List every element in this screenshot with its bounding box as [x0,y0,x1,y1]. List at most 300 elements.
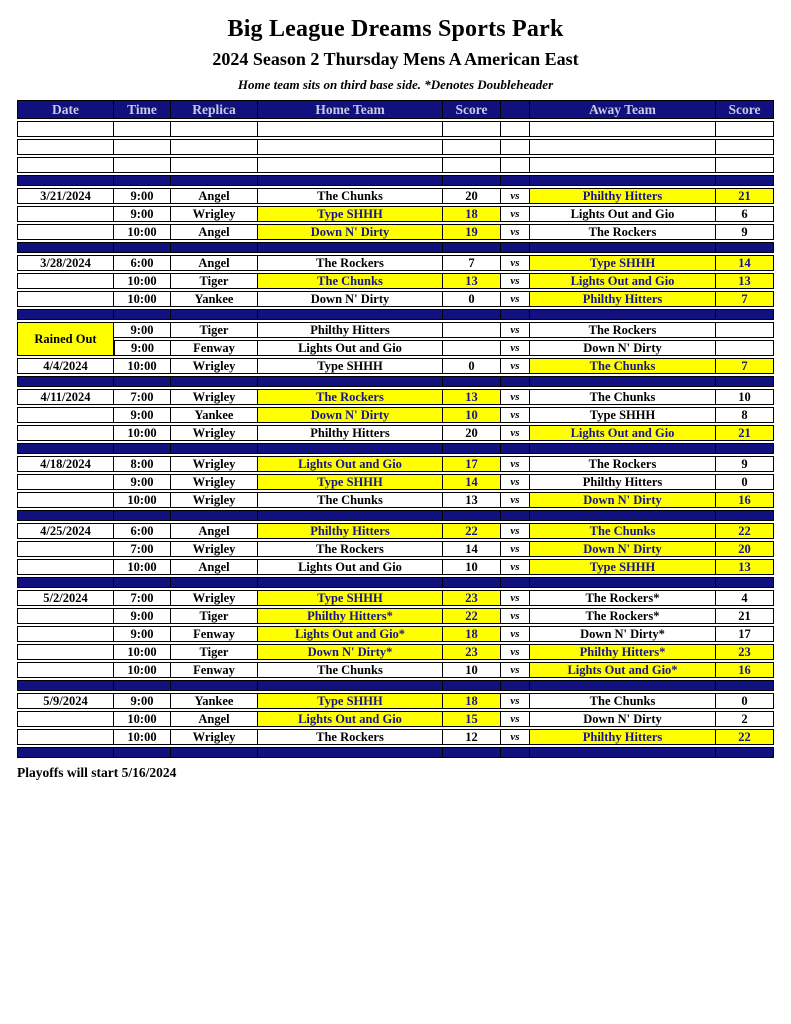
time-cell: 7:00 [114,541,171,557]
away-team-cell: Lights Out and Gio [530,425,716,441]
away-team-cell: Down N' Dirty [530,541,716,557]
away-team-cell: The Rockers* [530,608,716,624]
vs-cell: vs [501,474,530,490]
band-cell [17,376,114,387]
date-cell [17,425,114,441]
home-team-cell: Lights Out and Gio [258,559,443,575]
page-subtitle: 2024 Season 2 Thursday Mens A American East [212,49,579,69]
home-score-cell [443,322,501,338]
col-header-date: Date [17,100,114,119]
date-cell [17,608,114,624]
game-row [17,523,774,539]
col-header-home-team: Home Team [258,100,443,119]
home-score-cell [443,157,501,173]
game-row [17,711,774,727]
separator-band [17,376,774,387]
date-cell: 4/18/2024 [17,456,114,472]
separator-band [17,242,774,253]
time-cell: 9:00 [114,322,171,338]
vs-cell: vs [501,729,530,745]
replica-cell: Wrigley [171,541,258,557]
time-cell: 10:00 [114,729,171,745]
band-cell [114,175,171,186]
band-cell [114,747,171,758]
replica-cell: Wrigley [171,425,258,441]
band-cell [501,510,530,521]
home-score-cell: 0 [443,291,501,307]
time-cell: 10:00 [114,559,171,575]
home-team-cell: The Rockers [258,729,443,745]
vs-cell: vs [501,523,530,539]
header-row [17,100,774,119]
col-header-vs [501,100,530,119]
game-row [17,644,774,660]
away-score-cell: 0 [716,474,774,490]
vs-cell: vs [501,644,530,660]
time-cell: 9:00 [114,340,171,356]
replica-cell: Tiger [171,322,258,338]
home-score-cell: 19 [443,224,501,240]
away-score-cell: 4 [716,590,774,606]
date-cell [17,474,114,490]
away-score-cell [716,322,774,338]
home-team-cell: Down N' Dirty* [258,644,443,660]
playoffs-note: Playoffs will start 5/16/2024 [17,765,177,780]
band-cell [171,376,258,387]
vs-cell: vs [501,711,530,727]
away-score-cell: 6 [716,206,774,222]
game-row [17,322,774,338]
vs-cell: vs [501,273,530,289]
band-cell [501,175,530,186]
band-cell [171,747,258,758]
band-cell [17,747,114,758]
game-row [17,492,774,508]
band-cell [716,747,774,758]
time-cell [114,121,171,137]
col-header-away-team: Away Team [530,100,716,119]
replica-cell: Yankee [171,407,258,423]
time-cell: 10:00 [114,711,171,727]
away-team-cell: Philthy Hitters [530,291,716,307]
away-team-cell [530,121,716,137]
replica-cell: Wrigley [171,474,258,490]
home-team-cell: Down N' Dirty [258,224,443,240]
away-team-cell: Down N' Dirty [530,711,716,727]
band-cell [530,242,716,253]
away-score-cell: 16 [716,662,774,678]
band-cell [443,309,501,320]
time-cell: 10:00 [114,291,171,307]
home-team-cell: Lights Out and Gio [258,711,443,727]
away-score-cell: 21 [716,425,774,441]
col-header-home-score: Score [443,100,501,119]
game-row [17,626,774,642]
home-score-cell: 18 [443,206,501,222]
game-row [17,407,774,423]
away-score-cell [716,157,774,173]
date-cell [17,644,114,660]
away-team-cell: Down N' Dirty* [530,626,716,642]
home-score-cell: 20 [443,425,501,441]
separator-band [17,309,774,320]
band-cell [716,577,774,588]
band-cell [530,680,716,691]
away-team-cell: Type SHHH [530,559,716,575]
away-team-cell: Lights Out and Gio [530,273,716,289]
home-team-cell: Type SHHH [258,474,443,490]
time-cell: 8:00 [114,456,171,472]
page-header [0,0,791,93]
time-cell: 7:00 [114,389,171,405]
band-cell [716,680,774,691]
home-score-cell: 17 [443,456,501,472]
replica-cell: Fenway [171,662,258,678]
away-score-cell: 7 [716,291,774,307]
band-cell [171,242,258,253]
band-cell [258,747,443,758]
vs-cell: vs [501,255,530,271]
date-cell [17,157,114,173]
col-header-replica: Replica [171,100,258,119]
home-team-cell: Lights Out and Gio [258,340,443,356]
vs-cell: vs [501,224,530,240]
game-row [17,693,774,709]
home-score-cell: 18 [443,626,501,642]
band-cell [258,510,443,521]
band-cell [258,577,443,588]
replica-cell: Angel [171,188,258,204]
home-score-cell: 10 [443,559,501,575]
date-cell [17,541,114,557]
time-cell: 7:00 [114,590,171,606]
band-cell [171,443,258,454]
game-row [17,456,774,472]
band-cell [114,242,171,253]
home-score-cell: 10 [443,407,501,423]
game-row [17,340,774,356]
separator-band [17,443,774,454]
game-row [17,188,774,204]
band-cell [114,309,171,320]
band-cell [17,510,114,521]
away-score-cell: 9 [716,224,774,240]
band-cell [171,309,258,320]
date-cell: 4/4/2024 [17,358,114,374]
away-team-cell: Lights Out and Gio* [530,662,716,678]
band-cell [17,577,114,588]
replica-cell: Wrigley [171,492,258,508]
date-cell: 3/21/2024 [17,188,114,204]
date-cell [17,224,114,240]
home-score-cell: 22 [443,523,501,539]
band-cell [530,376,716,387]
band-cell [114,510,171,521]
empty-row [17,157,774,173]
home-team-cell: Philthy Hitters* [258,608,443,624]
replica-cell: Tiger [171,608,258,624]
date-cell [17,407,114,423]
home-team-cell: Type SHHH [258,590,443,606]
away-team-cell: Philthy Hitters* [530,644,716,660]
away-score-cell: 2 [716,711,774,727]
band-cell [171,680,258,691]
date-cell [17,729,114,745]
band-cell [171,175,258,186]
band-cell [501,376,530,387]
replica-cell: Wrigley [171,206,258,222]
band-cell [501,443,530,454]
away-score-cell: 7 [716,358,774,374]
away-score-cell: 21 [716,188,774,204]
away-score-cell: 23 [716,644,774,660]
home-team-cell: The Chunks [258,662,443,678]
time-cell: 9:00 [114,206,171,222]
date-cell: 4/11/2024 [17,389,114,405]
away-score-cell: 14 [716,255,774,271]
replica-cell: Angel [171,523,258,539]
game-row [17,425,774,441]
time-cell: 9:00 [114,626,171,642]
vs-cell: vs [501,541,530,557]
home-team-cell: Type SHHH [258,206,443,222]
home-score-cell [443,139,501,155]
home-team-cell: The Rockers [258,389,443,405]
home-score-cell [443,340,501,356]
away-score-cell: 20 [716,541,774,557]
away-team-cell: Philthy Hitters [530,188,716,204]
away-team-cell: The Rockers [530,456,716,472]
game-row [17,291,774,307]
replica-cell [171,157,258,173]
replica-cell: Wrigley [171,729,258,745]
game-row [17,541,774,557]
band-cell [171,577,258,588]
home-score-cell: 14 [443,541,501,557]
band-cell [258,376,443,387]
home-team-cell: Down N' Dirty [258,291,443,307]
replica-cell: Angel [171,224,258,240]
away-team-cell: Type SHHH [530,407,716,423]
vs-cell: vs [501,358,530,374]
band-cell [716,309,774,320]
game-row [17,559,774,575]
band-cell [716,175,774,186]
home-team-cell: The Chunks [258,188,443,204]
separator-band [17,747,774,758]
away-team-cell: The Chunks [530,358,716,374]
game-row [17,224,774,240]
away-team-cell: Type SHHH [530,255,716,271]
band-cell [530,747,716,758]
home-team-cell: Type SHHH [258,358,443,374]
home-team-cell: The Rockers [258,255,443,271]
away-score-cell: 13 [716,273,774,289]
vs-cell: vs [501,407,530,423]
band-cell [114,376,171,387]
vs-cell: vs [501,291,530,307]
home-score-cell [443,121,501,137]
band-cell [443,577,501,588]
home-score-cell: 0 [443,358,501,374]
time-cell: 6:00 [114,255,171,271]
away-team-cell [530,139,716,155]
schedule-table [17,98,774,760]
home-team-cell: Lights Out and Gio* [258,626,443,642]
vs-cell: vs [501,425,530,441]
home-team-cell: Type SHHH [258,693,443,709]
band-cell [17,443,114,454]
vs-cell: vs [501,626,530,642]
replica-cell: Tiger [171,644,258,660]
home-score-cell: 15 [443,711,501,727]
band-cell [258,680,443,691]
away-team-cell: Philthy Hitters [530,729,716,745]
time-cell [114,157,171,173]
replica-cell: Yankee [171,693,258,709]
home-team-cell: The Chunks [258,273,443,289]
home-team-cell: Lights Out and Gio [258,456,443,472]
date-cell [17,492,114,508]
time-cell: 9:00 [114,188,171,204]
home-score-cell: 12 [443,729,501,745]
vs-cell: vs [501,608,530,624]
game-row [17,206,774,222]
vs-cell: vs [501,662,530,678]
away-team-cell: The Rockers* [530,590,716,606]
time-cell: 10:00 [114,273,171,289]
date-cell [17,291,114,307]
band-cell [530,175,716,186]
away-score-cell: 9 [716,456,774,472]
band-cell [443,443,501,454]
band-cell [114,443,171,454]
schedule-body [17,121,774,758]
time-cell: 10:00 [114,425,171,441]
away-team-cell: The Chunks [530,693,716,709]
band-cell [17,242,114,253]
away-score-cell: 17 [716,626,774,642]
band-cell [501,309,530,320]
vs-cell [501,121,530,137]
date-cell [17,273,114,289]
band-cell [530,443,716,454]
time-cell: 9:00 [114,474,171,490]
band-cell [530,577,716,588]
time-cell: 10:00 [114,662,171,678]
band-cell [443,747,501,758]
page-title: Big League Dreams Sports Park [227,16,564,42]
band-cell [17,309,114,320]
away-team-cell: The Chunks [530,523,716,539]
vs-cell: vs [501,492,530,508]
band-cell [114,680,171,691]
date-cell: 4/25/2024 [17,523,114,539]
home-team-cell [258,157,443,173]
replica-cell [171,121,258,137]
home-score-cell: 18 [443,693,501,709]
game-row [17,662,774,678]
band-cell [716,443,774,454]
away-team-cell [530,157,716,173]
vs-cell: vs [501,322,530,338]
away-team-cell: Philthy Hitters [530,474,716,490]
date-cell: Rained Out [17,322,114,356]
away-score-cell: 16 [716,492,774,508]
replica-cell: Wrigley [171,590,258,606]
replica-cell [171,139,258,155]
band-cell [17,175,114,186]
date-cell [17,206,114,222]
band-cell [258,309,443,320]
band-cell [501,747,530,758]
time-cell: 6:00 [114,523,171,539]
home-score-cell: 13 [443,492,501,508]
game-row [17,590,774,606]
band-cell [443,376,501,387]
replica-cell: Wrigley [171,389,258,405]
replica-cell: Wrigley [171,456,258,472]
band-cell [530,510,716,521]
away-score-cell [716,121,774,137]
band-cell [530,309,716,320]
vs-cell [501,157,530,173]
band-cell [501,577,530,588]
game-row [17,729,774,745]
time-cell: 9:00 [114,407,171,423]
vs-cell: vs [501,693,530,709]
game-row [17,255,774,271]
time-cell [114,139,171,155]
home-score-cell: 13 [443,389,501,405]
replica-cell: Angel [171,711,258,727]
date-cell [17,711,114,727]
time-cell: 9:00 [114,608,171,624]
date-cell: 5/2/2024 [17,590,114,606]
time-cell: 10:00 [114,224,171,240]
band-cell [443,175,501,186]
empty-row [17,121,774,137]
vs-cell: vs [501,389,530,405]
band-cell [501,680,530,691]
band-cell [501,242,530,253]
away-team-cell: The Rockers [530,224,716,240]
home-team-cell [258,121,443,137]
replica-cell: Wrigley [171,358,258,374]
home-team-cell: Philthy Hitters [258,425,443,441]
band-cell [258,175,443,186]
separator-band [17,510,774,521]
band-cell [258,443,443,454]
time-cell: 10:00 [114,492,171,508]
away-team-cell: Down N' Dirty [530,492,716,508]
away-score-cell: 22 [716,523,774,539]
away-score-cell: 10 [716,389,774,405]
band-cell [716,376,774,387]
home-score-cell: 22 [443,608,501,624]
away-score-cell: 8 [716,407,774,423]
away-score-cell: 0 [716,693,774,709]
game-row [17,389,774,405]
band-cell [171,510,258,521]
away-score-cell: 22 [716,729,774,745]
replica-cell: Fenway [171,626,258,642]
game-row [17,608,774,624]
away-team-cell: The Chunks [530,389,716,405]
vs-cell: vs [501,559,530,575]
home-team-cell [258,139,443,155]
home-team-cell: Down N' Dirty [258,407,443,423]
